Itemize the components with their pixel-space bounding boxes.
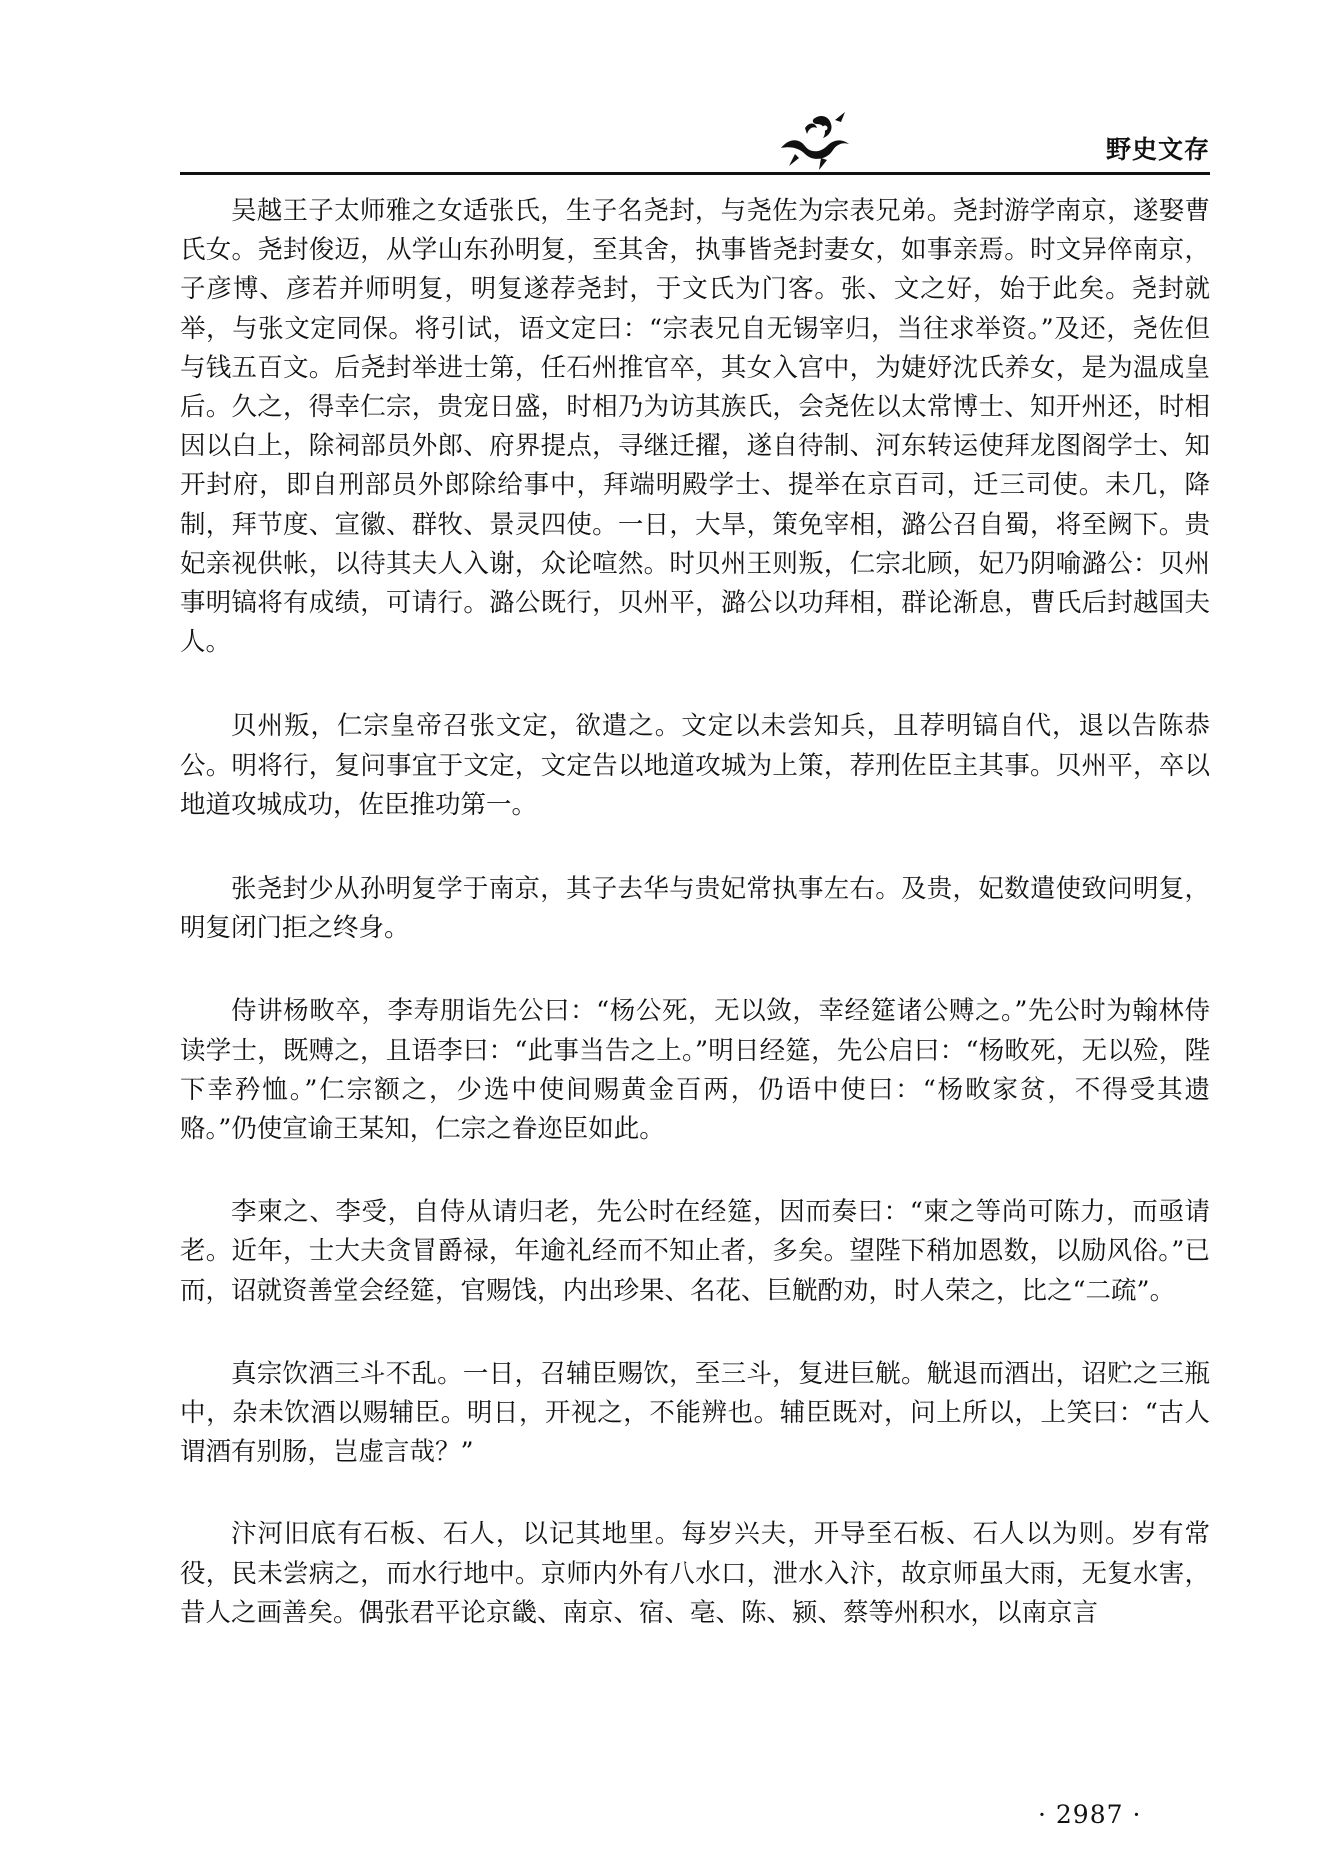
paragraph: 吴越王子太师雅之女适张氏，生子名尧封，与尧佐为宗表兄弟。尧封游学南京，遂娶曹氏女。尧封俊迈，从学山东孙明复，至其舍，执事皆尧封妻女，如事亲焉。时文异倅南京，子彦博、彦若并师明复，明复遂荐尧封，于文氏为门客。张、文之好，始于此矣。尧封就举，与张文定同保。将引试，语文定曰：“宗表兄自无锡宰归，当往求举资。”及还，尧佐但与钱五百文。后尧封举进士第，任石州推官卒，其女入宫中，为婕妤沈氏养女，是为温成皇后。久之，得幸仁宗，贵宠日盛，时相乃为访其族氏，会尧佐以太常博士、知开州还，时相因以白上，除祠部员外郎、府界提点，寻继迁擢，遂自待制、河东转运使拜龙图阁学士、知开封府，即自刑部员外郎除给事中，拜端明殿学士、提举在京百司，迁三司使。未几，降制，拜节度、宣徽、群牧、景灵四使。一日，大旱，策免宰相，潞公召自蜀，将至阙下。贵妃亲视供帐，以待其夫人入谢，众论喧然。时贝州王则叛，仁宗北顾，妃乃阴喻潞公：贝州事明镐将有成绩，可请行。潞公既行，贝州平，潞公以功拜相，群论渐息，曹氏后封越国夫人。 [180,196,1210,658]
running-header [180,108,1210,178]
page-number: · 2987 · [1038,1800,1142,1829]
paragraph: 真宗饮酒三斗不乱。一日，召辅臣赐饮，至三斗，复进巨觥。觥退而酒出，诏贮之三瓶中，杂未饮酒以赐辅臣。明日，开视之，不能辨也。辅臣既对，问上所以，上笑曰：“古人谓酒有别肠，岂虚言哉？” [180,1358,1210,1468]
dragon-emblem-icon [775,108,855,174]
series-title: 野史文存 [1105,135,1210,164]
paragraph: 贝州叛，仁宗皇帝召张文定，欲遣之。文定以未尝知兵，且荐明镐自代，退以告陈恭公。明将行，复问事宜于文定，文定告以地道攻城为上策，荐刑佐臣主其事。贝州平，卒以地道攻城成功，佐臣推功第一。 [180,711,1210,820]
header-rule [180,172,1210,175]
body-text [180,180,1210,1633]
paragraph: 李柬之、李受，自侍从请归老，先公时在经筵，因而奏曰：“柬之等尚可陈力，而亟请老。近年，士大夫贪冒爵禄，年逾礼经而不知止者，多矣。望陛下稍加恩数，以励风俗。”已而，诏就资善堂会经筵，官赐饯，内出珍果、名花、巨觥酌劝，时人荣之，比之“二疏”。 [180,1197,1210,1306]
paragraph: 侍讲杨畋卒，李寿朋诣先公曰：“杨公死，无以敛，幸经筵诸公赙之。”先公时为翰林侍读学士，既赙之，且语李曰：“此事当告之上。”明日经筵，先公启曰：“杨畋死，无以殓，陛下幸矜恤。”仁宗额之，少选中使间赐黄金百两，仍语中使曰：“杨畋家贫，不得受其遗赂。”仍使宣谕王某知，仁宗之眷迩臣如此。 [180,996,1210,1145]
paragraph: 汴河旧底有石板、石人，以记其地里。每岁兴夫，开导至石板、石人以为则。岁有常役，民未尝病之，而水行地中。京师内外有八水口，泄水入汴，故京师虽大雨，无复水害，昔人之画善矣。偶张君平论京畿、南京、宿、亳、陈、颍、蔡等州积水，以南京言 [180,1519,1210,1628]
paragraph: 张尧封少从孙明复学于南京，其子去华与贵妃常执事左右。及贵，妃数遣使致问明复，明复闭门拒之终身。 [180,874,1210,944]
